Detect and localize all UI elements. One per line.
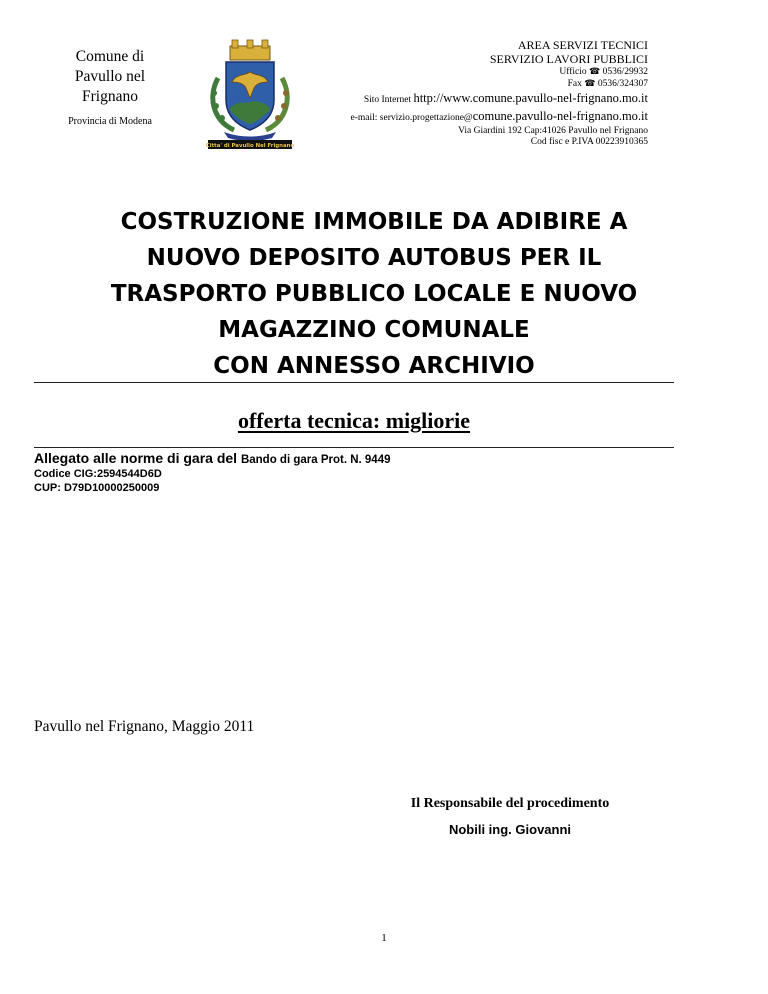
ufficio-phone: 0536/29932 — [602, 67, 648, 77]
title-line: COSTRUZIONE IMMOBILE DA ADIBIRE A — [120, 209, 628, 235]
telephone-icon: ☎ — [584, 78, 596, 88]
allegato-line — [34, 450, 391, 466]
website-label: Sito Internet — [363, 95, 412, 105]
divider — [34, 447, 674, 448]
title-line: CON ANNESSO ARCHIVIO — [213, 353, 535, 379]
office-contacts — [268, 38, 648, 148]
ufficio-phone-line — [268, 66, 648, 78]
ufficio-label: Ufficio — [559, 67, 587, 77]
place-date: Pavullo nel Frignano, Maggio 2011 — [34, 718, 255, 735]
codfisc-line: Cod fisc e P.IVA 00223910365 — [530, 137, 648, 147]
bando-reference: Bando di gara Prot. N. 9449 — [240, 454, 391, 466]
comune-name — [52, 47, 168, 107]
fax-phone: 0536/324307 — [597, 79, 648, 89]
document-title — [60, 204, 688, 384]
responsabile-name: Nobili ing. Giovanni — [448, 822, 572, 837]
email-prefix[interactable]: e-mail: servizio.progettazione@ — [350, 113, 473, 123]
divider — [34, 382, 674, 383]
website-line — [268, 90, 648, 108]
fax-line — [268, 78, 648, 90]
provincia-label: Provincia di Modena — [68, 116, 152, 127]
title-line: NUOVO DEPOSITO AUTOBUS PER IL — [146, 245, 602, 271]
codice-cig: Codice CIG:2594544D6D — [34, 468, 162, 480]
telephone-icon: ☎ — [589, 66, 601, 76]
page-number: 1 — [381, 932, 387, 944]
comune-line: Frignano — [82, 88, 138, 105]
servizio-label: SERVIZIO LAVORI PUBBLICI — [489, 52, 648, 66]
email-line — [268, 108, 648, 126]
responsabile-title: Il Responsabile del procedimento — [410, 796, 610, 811]
cup-code: CUP: D79D10000250009 — [34, 481, 160, 494]
website-link[interactable]: http://www.comune.pavullo-nel-frignano.mo.it — [413, 91, 648, 105]
document-subtitle: offerta tecnica: migliorie — [237, 408, 471, 433]
fax-label: Fax — [567, 79, 582, 89]
codes-block — [34, 468, 162, 495]
comune-line: Comune di — [75, 48, 145, 65]
email-domain[interactable]: comune.pavullo-nel-frignano.mo.it — [472, 109, 648, 123]
comune-line: Pavullo nel — [74, 68, 146, 85]
crest-caption: Citta' di Pavullo Nel Frignano — [205, 143, 295, 149]
title-line: MAGAZZINO COMUNALE — [218, 317, 530, 343]
allegato-prefix: Allegato alle norme di gara del — [34, 450, 241, 466]
area-label: AREA SERVIZI TECNICI — [517, 38, 648, 52]
address-line: Via Giardini 192 Cap:41026 Pavullo nel Frignano — [458, 126, 648, 136]
title-line: TRASPORTO PUBBLICO LOCALE E NUOVO — [110, 281, 638, 307]
